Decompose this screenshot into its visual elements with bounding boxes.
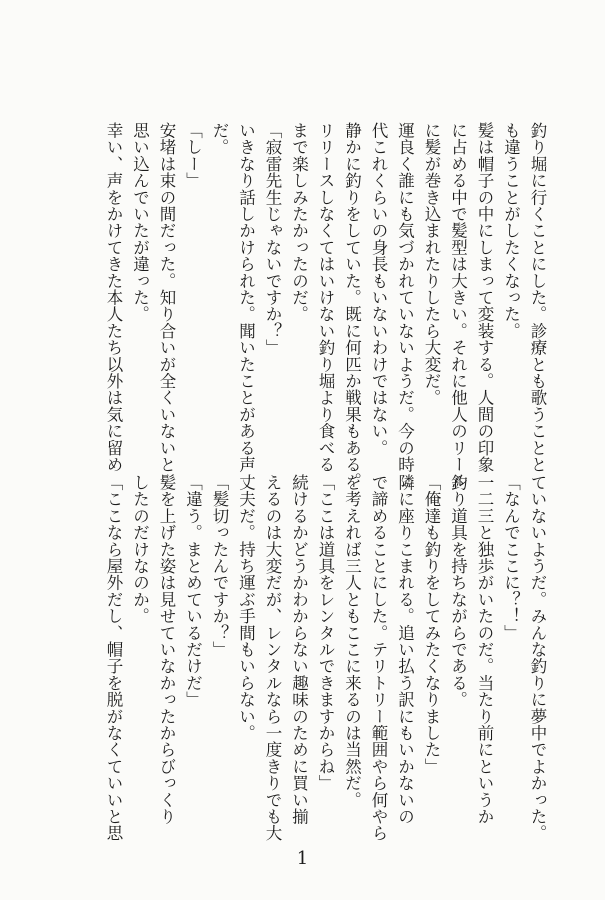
text-line: 一二三と独歩がいたのだ。当たり前にというか: [475, 474, 494, 825]
text-line: 「俺達も釣りをしてみたくなりました」: [422, 474, 441, 775]
text-line: まで楽しみたかったのだ。: [289, 122, 309, 323]
text-line: 運良く誰にも気づかれていないようだ。今の時: [395, 122, 415, 473]
text-line: 代これくらいの身長もいないわけではない。: [369, 122, 388, 456]
lower-text-block: [100, 474, 551, 842]
text-line: 「なんでここに？！」: [501, 474, 521, 641]
text-line: 続けるかどうかわからない趣味のために買い揃: [289, 474, 309, 825]
text-line: リリースしなくてはいけない釣り堀より食べる: [316, 122, 335, 473]
text-line: 「ここなら屋外だし、帽子を脱がなくていいと思: [104, 474, 123, 842]
text-line: 思い込んでいたが違った。: [130, 122, 150, 323]
text-line: 「髪切ったんですか？」: [210, 474, 229, 658]
text-line: 髪を上げた姿は見せていなかったからびっくり: [157, 474, 176, 825]
text-line: いきなり話しかけられた。聞いたことがある声: [236, 122, 256, 473]
text-line: 安堵は束の間だった。知り合いが全くいないと: [157, 122, 176, 473]
text-line: したのだけなのか。: [130, 474, 150, 625]
text-line: 「違う。まとめているだけだ」: [183, 474, 203, 708]
text-line: で諦めることにした。テリトリー範囲やら何やら: [369, 474, 388, 842]
text-line: も違うことがしたくなった。: [501, 122, 521, 340]
page-number: 1: [296, 848, 309, 869]
text-line: 「寂雷先生じゃないですか？」: [263, 122, 282, 356]
text-line: 丈夫だ。持ち運ぶ手間もいらない。: [236, 474, 256, 742]
text-line: 幸い、声をかけてきた本人たち以外は気に留め: [104, 122, 123, 473]
text-line: に髪が巻き込まれたりしたら大変だ。: [422, 122, 441, 406]
text-line: 釣り堀に行くことにした。診療とも歌うことと: [528, 122, 547, 473]
text-line: 「ここは道具をレンタルできますからね」: [316, 474, 335, 792]
text-line: 隣に座りこまれる。追い払う訳にもいかないの: [395, 474, 415, 825]
text-line: 静かに釣りをしていた。既に何匹か戦果もある。: [342, 122, 362, 490]
text-line: に占める中で髪型は大きい。それに他人のリール: [448, 122, 468, 490]
text-line: だ。: [210, 122, 229, 156]
text-line: を考えれば三人ともここに来るのは当然だ。: [342, 474, 362, 808]
upper-text-block: [100, 122, 551, 490]
text-line: 「しー」: [183, 122, 203, 189]
text-line: 髪は帽子の中にしまって変装する。人間の印象: [475, 122, 494, 473]
text-line: 釣り道具を持ちながらである。: [448, 474, 468, 708]
text-line: えるのは大変だが、レンタルなら一度きりでも大: [263, 474, 282, 842]
text-line: ていないようだ。みんな釣りに夢中でよかった。: [528, 474, 547, 842]
